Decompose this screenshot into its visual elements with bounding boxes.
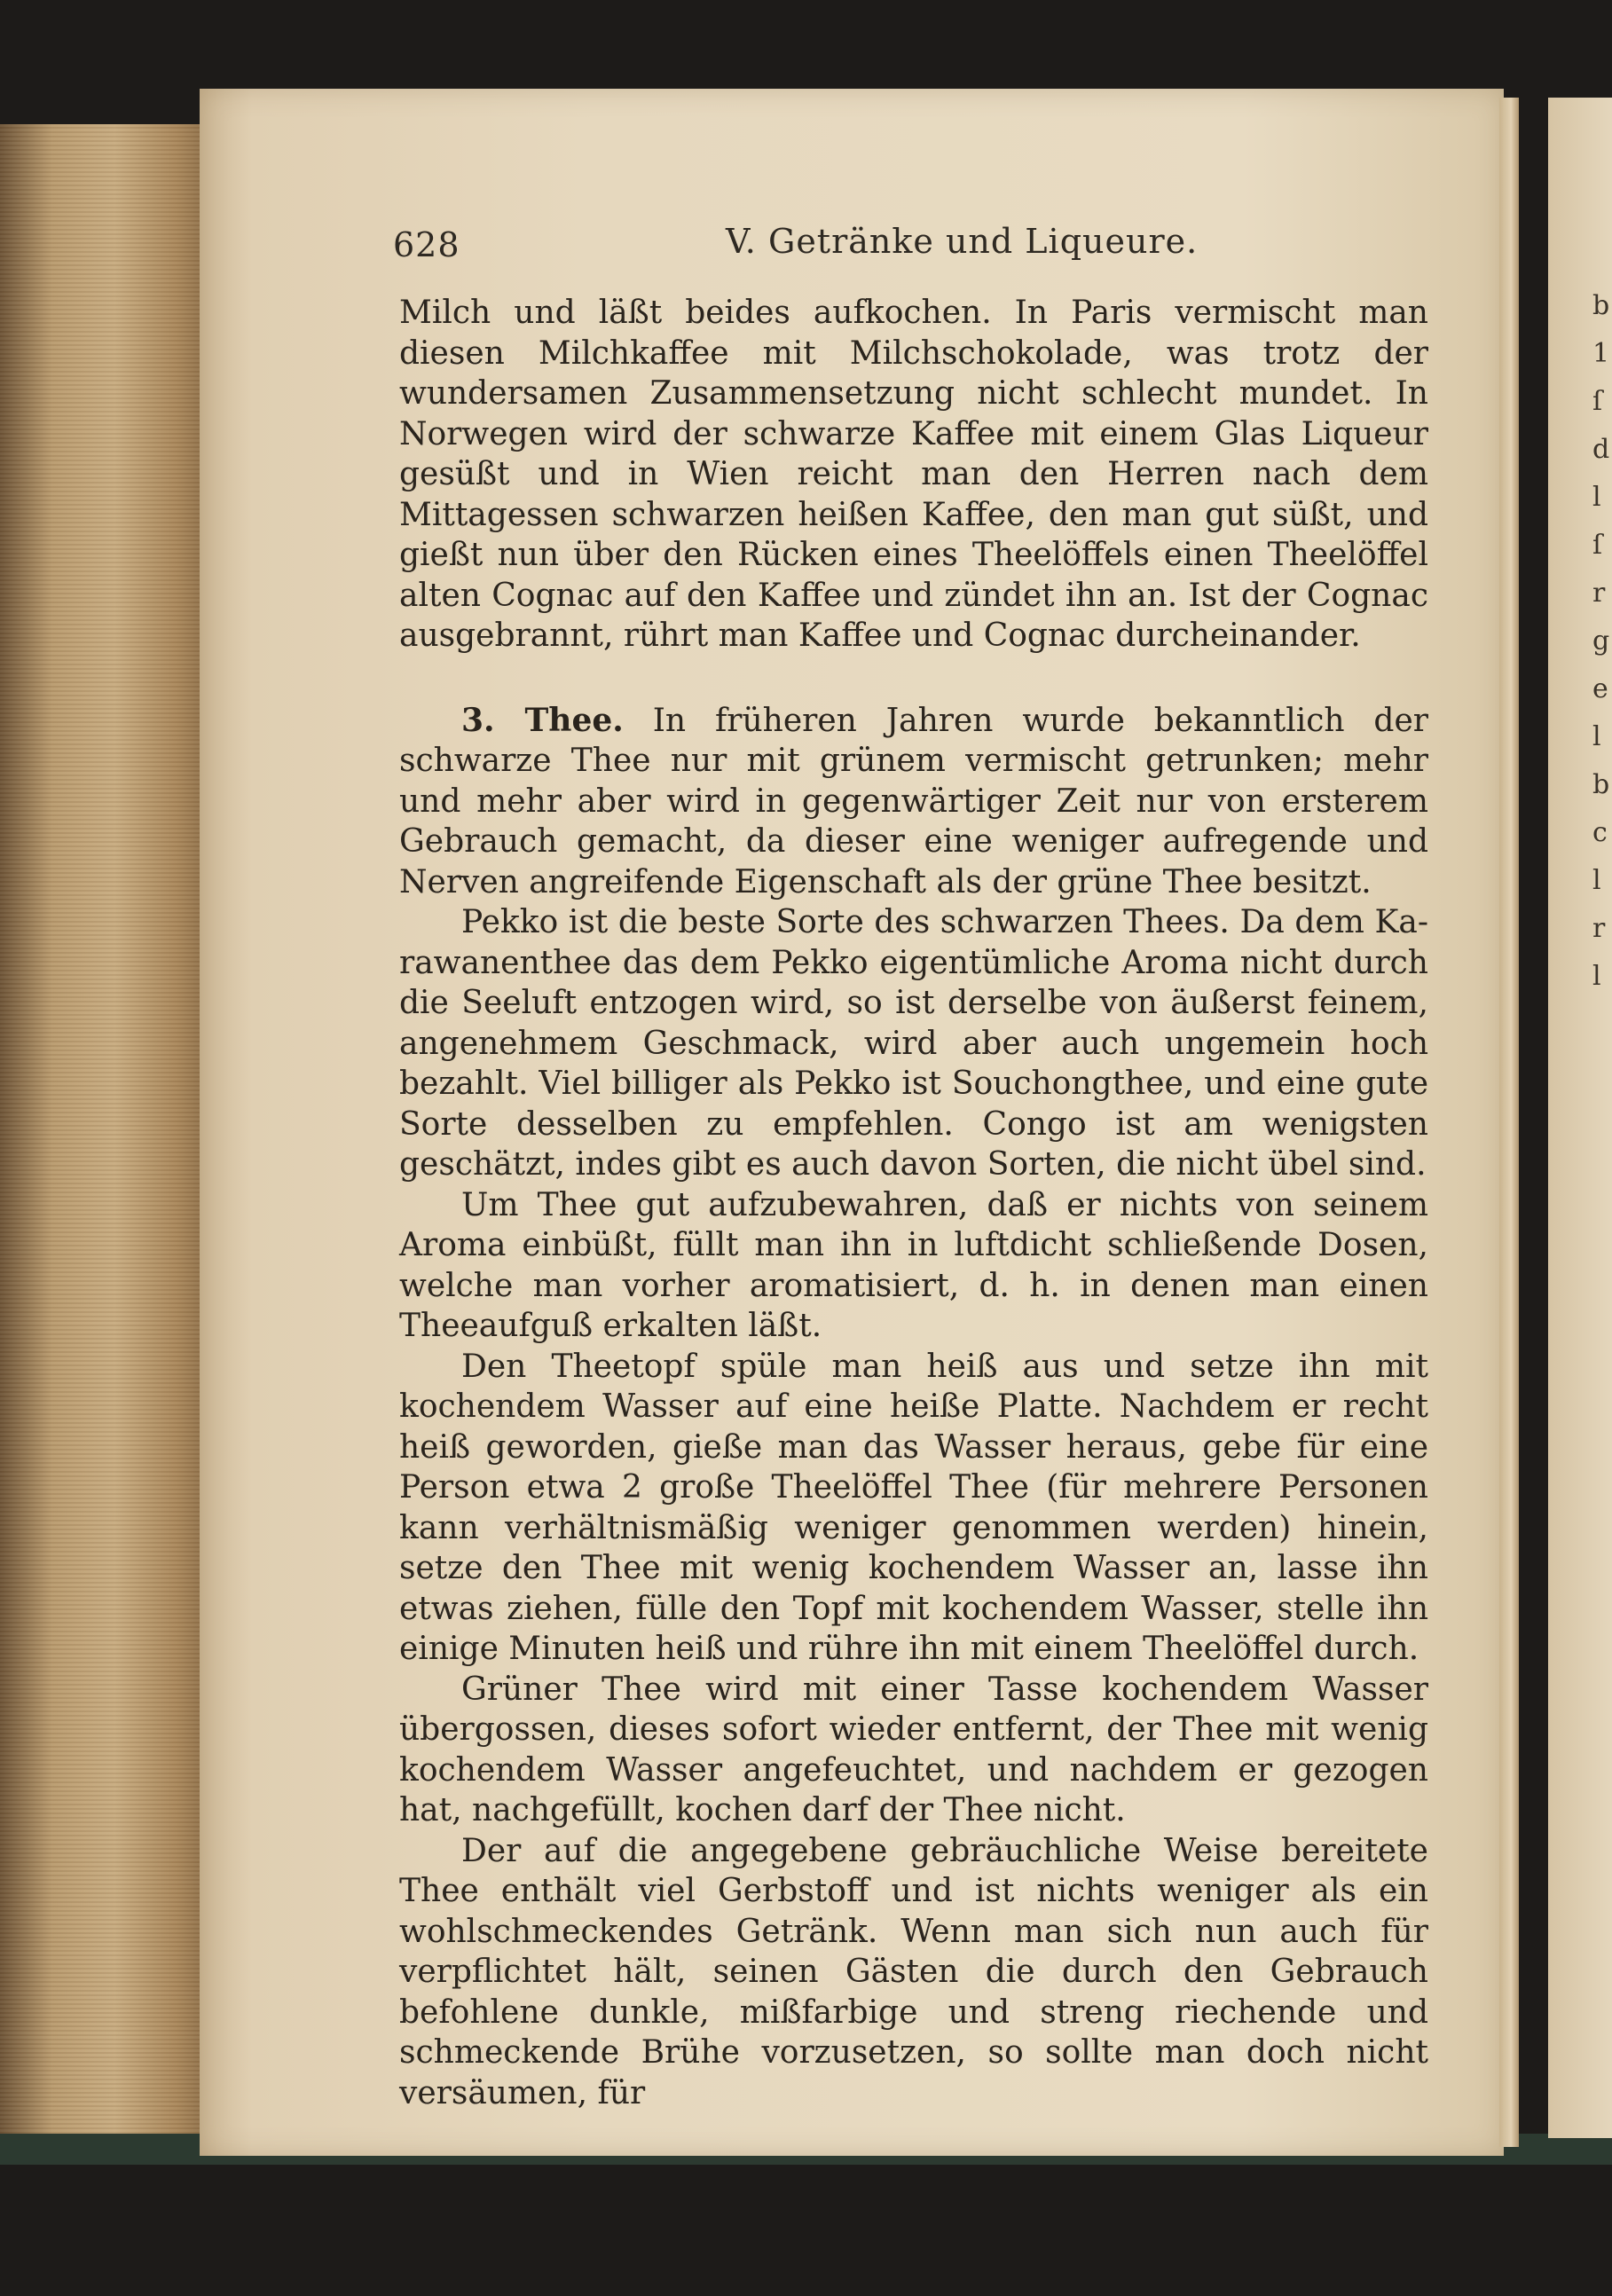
page-number: 628 [393, 225, 460, 264]
facing-page-fragment: ſ [1592, 530, 1603, 561]
facing-page-fragment: ſ [1592, 386, 1603, 417]
body-text [399, 293, 1428, 2113]
facing-page-fragment: b [1592, 290, 1610, 321]
facing-page-fragment: r [1592, 578, 1606, 609]
facing-page-fragment: g [1592, 625, 1610, 657]
paragraph-text: In früheren Jahren wurde bekanntlich der schwarze Thee nur mit grünem vermischt getrunken; mehr und mehr aber wird in gegenwärtiger Zeit nur von ersterem Gebrauch gemacht, da dieser eine weniger aufregende und Nerven angreifende Eigenschaft als der grüne Thee besitzt. [399, 702, 1428, 900]
running-title: V. Getränke und Liqueure. [726, 222, 1199, 261]
paragraph: Milch und läßt beides aufkochen. In Paris vermischt man diesen Milchkaffee mit Milchschokolade, was trotz der wundersamen Zusammensetzung nicht schlecht mundet. In Norwegen wird der schwarze Kaffee mit einem Glas Liqueur gesüßt und in Wien reicht man den Herren nach dem Mittagessen schwarzen heißen Kaffee, den man gut süßt, und gießt nun über den Rücken eines Theelöffels einen Theelöffel alten Cognac auf den Kaffee und zündet ihn an. Ist der Cognac ausgebrannt, rührt man Kaffee und Cognac durcheinander. [399, 295, 1428, 654]
facing-page-fragment: l [1592, 865, 1601, 896]
facing-page-fragment: l [1592, 961, 1601, 992]
section-heading: 3. Thee. [461, 701, 624, 739]
facing-page-fragment: l [1592, 482, 1601, 513]
paragraph: Den Theetopf spüle man heiß aus und setze ihn mit kochendem Wasser auf eine heiße Platte. Nachdem er recht heiß geworden, gieße man das Wasser heraus, gebe für eine Person etwa 2 große Theelöffel Thee (für mehrere Personen kann verhältnismäßig weniger genommen werden) hinein, setze den Thee mit wenig kochendem Wasser an, lasse ihn etwas ziehen, fülle den Topf mit kochendem Wasser, stelle ihn einige Minuten heiß und rühre ihn mit einem Theelöffel durch. [399, 1348, 1428, 1667]
facing-page-fragment: r [1592, 913, 1606, 944]
running-header [393, 222, 1435, 268]
paragraph: Um Thee gut aufzubewahren, daß er nichts von seinem Aroma einbüßt, füllt man ihn in luftdicht schließende Dosen, welche man vorher aromatisiert, d. h. in denen man einen Theeaufguß erkalten läßt. [399, 1186, 1428, 1344]
facing-page-fragment: e [1592, 673, 1608, 704]
facing-page-fragment: c [1592, 817, 1608, 848]
paragraph: Grüner Thee wird mit einer Tasse kochendem Wasser übergossen, dieses sofort wieder entfernt, der Thee mit wenig kochendem Wasser angefeuchtet, und nachdem er gezogen hat, nachgefüllt, kochen darf der Thee nicht. [399, 1671, 1428, 1828]
facing-page-fragment: d [1592, 434, 1610, 465]
paragraph: Pekko ist die beste Sorte des schwarzen Thees. Da dem Karawanenthee das dem Pekko eigentümliche Aroma nicht durch die Seeluft entzogen wird, so ist derselbe von äußerst feinem, angenehmem Geschmack, wird aber auch ungemein hoch bezahlt. Viel billiger als Pekko ist Souchongthee, und eine gute Sorte desselben zu empfehlen. Congo ist am wenigsten geschätzt, indes gibt es auch davon Sorten, die nicht übel sind. [399, 904, 1428, 1183]
paragraph: Der auf die angegebene gebräuchliche Weise bereitete Thee enthält viel Gerbstoff und ist nichts weniger als ein wohlschmeckendes Getränk. Wenn man sich nun auch für verpflichtet hält, seinen Gästen die durch den Gebrauch befohlene dunkle, mißfarbige und streng riechende und schmeckende Brühe vorzusetzen, so sollte man doch nicht versäumen, für [399, 1832, 1428, 2111]
facing-page-text [1592, 282, 1612, 1001]
facing-page-fragment: 1 [1592, 338, 1610, 369]
facing-page-fragment: l [1592, 721, 1601, 752]
paragraph-section-tea [399, 701, 1428, 903]
book-page-edges [0, 124, 208, 2147]
facing-page-fragment: b [1592, 769, 1610, 800]
book-gutter [1499, 98, 1519, 2147]
